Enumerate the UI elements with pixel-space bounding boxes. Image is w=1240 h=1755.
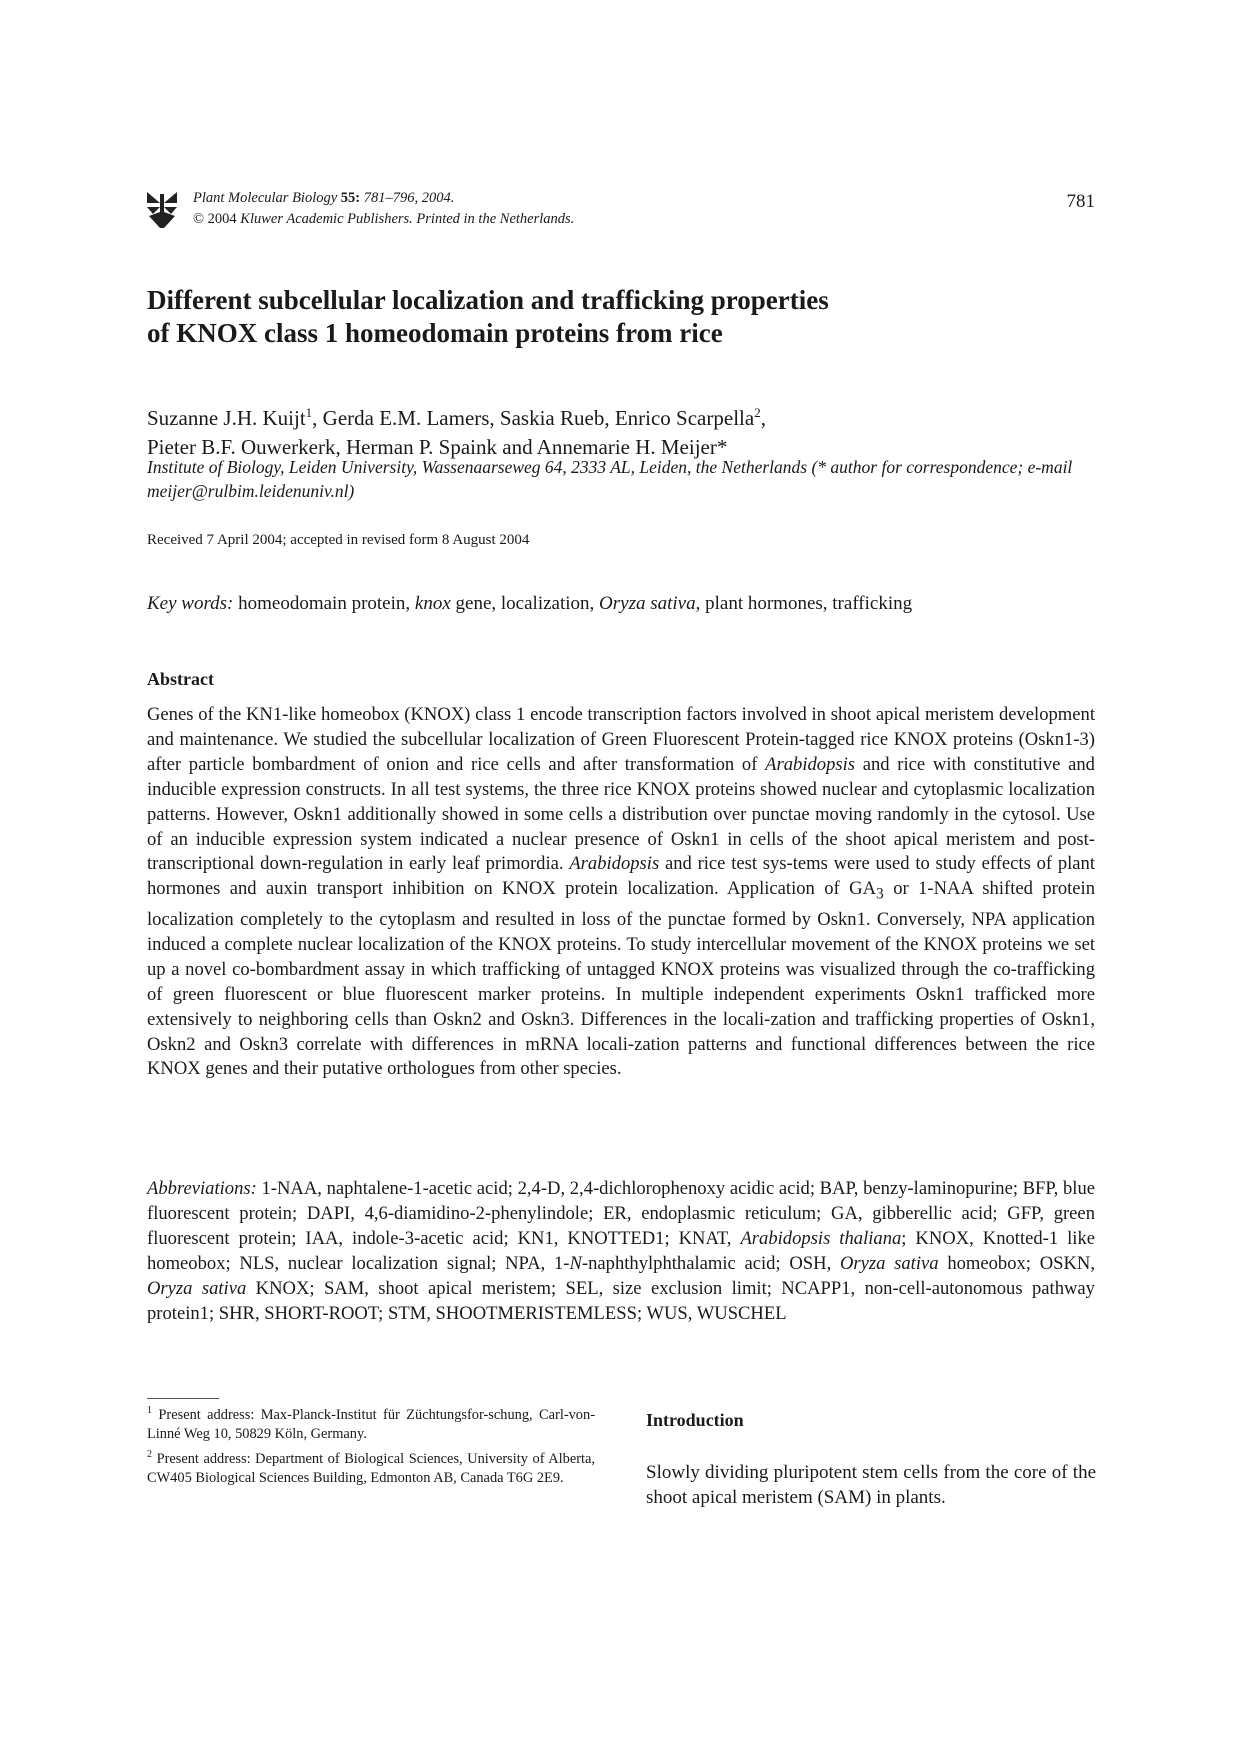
abbrev-part-1: 1-NAA, naphtalene-1-acetic acid; 2,4-D, 2,4-dichlorophenoxy acidic acid; BAP, benzy-laminopurine; BFP, blue fluorescent protein; DAPI, 4,6-diamidino-2-phenylindole; ER, endoplasmic reticulum; GA, gibberellic acid; GFP, green fluorescent protein; IAA, indole-3-acetic acid; KN1, KNOTTED1; KNAT, bbox=[147, 1178, 1095, 1249]
journal-citation bbox=[193, 188, 454, 209]
title-line-1: Different subcellular localization and trafficking properties bbox=[147, 285, 829, 315]
abbrev-part-4: homeobox; OSKN, bbox=[947, 1252, 1095, 1274]
authors-line-2: Pieter B.F. Ouwerkerk, Herman P. Spaink and Annemarie H. Meijer* bbox=[147, 435, 728, 459]
footnote-2-mark: 2 bbox=[147, 1448, 152, 1460]
footnote-divider bbox=[147, 1398, 219, 1399]
copyright-symbol: © bbox=[193, 211, 205, 227]
abstract-part-3: and rice test sys-tems were used to study effects of plant hormones and auxin transport inhibition on KNOX protein localization. Application of GA bbox=[147, 853, 1095, 900]
introduction-heading: Introduction bbox=[646, 1410, 744, 1430]
page-number: 781 bbox=[1066, 191, 1095, 212]
abbrev-part-3: -naphthylphthalamic acid; OSH, bbox=[581, 1252, 832, 1274]
authors-cont: , Gerda E.M. Lamers, Saskia Rueb, Enrico Scarpella bbox=[312, 406, 755, 430]
keyword-5: , plant hormones, trafficking bbox=[695, 593, 913, 614]
authors-comma: , bbox=[760, 406, 766, 430]
abstract-body bbox=[147, 703, 1095, 1082]
abbrev-italic-1: Arabidopsis thaliana bbox=[740, 1227, 902, 1249]
copyright-line bbox=[193, 209, 574, 230]
abstract-heading: Abstract bbox=[147, 669, 214, 689]
abbrev-italic-4: Oryza sativa bbox=[147, 1277, 247, 1299]
copyright-year: 2004 bbox=[207, 211, 237, 227]
publisher-logo-icon bbox=[145, 190, 179, 230]
abbrev-italic-2: N bbox=[569, 1252, 582, 1274]
footnote-1 bbox=[147, 1401, 595, 1445]
abstract-italic-1: Arabidopsis bbox=[765, 753, 856, 775]
footnote-2-text: Present address: Department of Biological Sciences, University of Alberta, CW405 Biological Sciences Building, Edmonton AB, Canada T6G 2E9. bbox=[147, 1450, 595, 1487]
footnote-mark-1: 1 bbox=[305, 405, 313, 420]
journal-header bbox=[145, 188, 1095, 232]
article-title bbox=[147, 284, 1047, 350]
abbreviations-label: Abbreviations: bbox=[147, 1178, 257, 1199]
abstract-subscript: 3 bbox=[876, 886, 884, 904]
footnote-1-text: Present address: Max-Planck-Institut für Züchtungsfor-schung, Carl-von-Linné Weg 10, 50829 Köln, Germany. bbox=[147, 1406, 595, 1443]
footnotes bbox=[147, 1401, 595, 1489]
journal-name: Plant Molecular Biology bbox=[193, 190, 338, 206]
keyword-1: homeodomain protein, bbox=[238, 593, 411, 614]
keyword-2: knox bbox=[414, 593, 451, 614]
abbrev-italic-3: Oryza sativa bbox=[839, 1252, 939, 1274]
abstract-part-2: and rice with constitutive and inducible expression constructs. In all test systems, the three rice KNOX proteins showed nuclear and cytoplasmic localization patterns. However, Oskn1 additionally showed in some cells a distribution over punctae moving randomly in the cytosol. Use of an inducible expression system indicated a nuclear presence of Oskn1 in cells of the shoot apical meristem and post-transcriptional down-regulation in early leaf primordia. bbox=[147, 753, 1095, 875]
received-dates: Received 7 April 2004; accepted in revised form 8 August 2004 bbox=[147, 532, 530, 548]
footnote-mark-2: 2 bbox=[754, 405, 761, 420]
footnote-2 bbox=[147, 1445, 595, 1489]
keywords bbox=[147, 593, 1097, 615]
keywords-label: Key words: bbox=[147, 593, 234, 614]
footnote-1-mark: 1 bbox=[147, 1405, 152, 1416]
abbrev-part-5: KNOX; SAM, shoot apical meristem; SEL, size exclusion limit; NCAPP1, non-cell-autonomous pathway protein1; SHR, SHORT-ROOT; STM, SHOOTMERISTEMLESS; WUS, WUSCHEL bbox=[147, 1277, 1095, 1324]
abbrev-part-2: ; KNOX, Knotted-1 like homeobox; NLS, nuclear localization signal; NPA, 1- bbox=[147, 1227, 1096, 1274]
journal-volume: 55: bbox=[340, 190, 361, 206]
author-list bbox=[147, 398, 1087, 462]
author-1: Suzanne J.H. Kuijt bbox=[147, 406, 306, 430]
title-line-2: of KNOX class 1 homeodomain proteins from rice bbox=[147, 318, 723, 348]
abstract-italic-2: Arabidopsis bbox=[569, 853, 660, 875]
author-affiliation: Institute of Biology, Leiden University, Wassenaarseweg 64, 2333 AL, Leiden, the Netherlands (* author for correspondence; e-mail meijer@rulbim.leidenuniv.nl) bbox=[147, 457, 1073, 501]
abstract-part-4: or 1-NAA shifted protein localization completely to the cytoplasm and resulted in loss of the punctae formed by Oskn1. Conversely, NPA application induced a complete nuclear localization of the KNOX proteins. To study intercellular movement of the KNOX proteins we set up a novel co-bombardment assay in which trafficking of untagged KNOX proteins was visualized through the co-trafficking of green fluorescent or blue fluorescent marker proteins. In multiple independent experiments Oskn1 trafficked more extensively to neighboring cells than Oskn2 and Oskn3. Differences in the locali-zation and trafficking properties of Oskn1, Oskn2 and Oskn3 correlate with differences in mRNA locali-zation patterns and functional differences between the rice KNOX genes and their putative orthologues from other species. bbox=[147, 878, 1096, 1080]
abstract-part-1: Genes of the KN1-like homeobox (KNOX) class 1 encode transcription factors involved in shoot apical meristem development and maintenance. We studied the subcellular localization of Green Fluorescent Protein-tagged rice KNOX proteins (Oskn1-3) after particle bombardment of onion and rice cells and after transformation of bbox=[147, 704, 1095, 775]
keyword-3: gene, localization, bbox=[455, 593, 595, 614]
abbreviations bbox=[147, 1177, 1095, 1326]
journal-pages: 781–796, 2004. bbox=[363, 190, 455, 206]
publisher-name: Kluwer Academic Publishers. Printed in the Netherlands. bbox=[240, 211, 575, 227]
introduction-text: Slowly dividing pluripotent stem cells from the core of the shoot apical meristem (SAM) in plants. bbox=[646, 1462, 1096, 1508]
keyword-4: Oryza sativa bbox=[599, 593, 696, 614]
